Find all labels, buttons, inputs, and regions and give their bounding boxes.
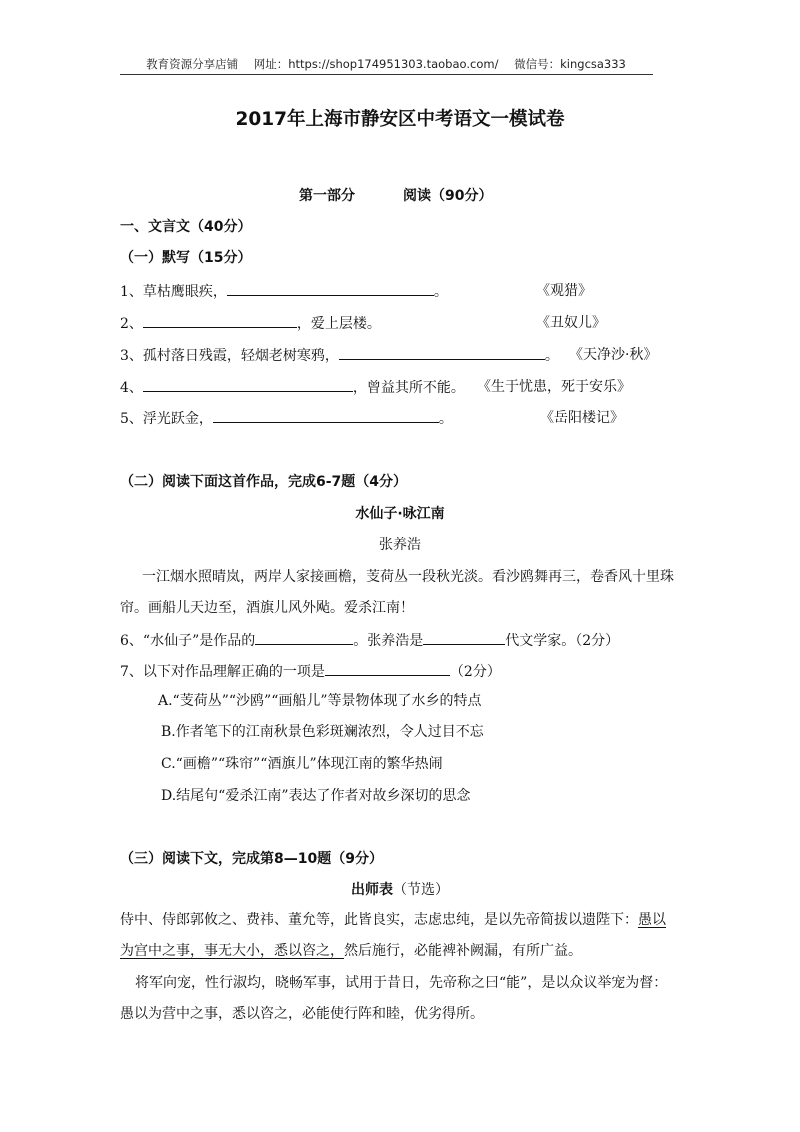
item-number: 3、 <box>120 348 143 364</box>
question-6 <box>120 630 619 651</box>
answer-blank[interactable] <box>423 630 505 645</box>
item-text-before: 浮光跃金， <box>142 411 213 427</box>
question-7 <box>120 661 501 682</box>
text-title-note: （节选） <box>393 882 449 898</box>
item-number: 4、 <box>120 380 143 396</box>
header-divider <box>120 74 653 75</box>
dictation-item-1 <box>120 281 448 302</box>
item-number: 1、 <box>120 284 143 300</box>
item-text-before: 孤村落日残霞，轻烟老树寒鸦， <box>142 348 339 364</box>
option-d: D.结尾句“爱杀江南”表达了作者对故乡深切的思念 <box>161 788 471 804</box>
header-url: 网址：https://shop174951303.taobao.com/ <box>253 57 499 71</box>
paragraph-line <box>120 941 582 961</box>
item-text-after: ，曾益其所不能。 <box>352 380 465 396</box>
subsection-title: （三）阅读下文，完成第8—10题（9分） <box>120 851 383 867</box>
poem-line: 一江烟水照晴岚，两岸人家接画檐，芰荷丛一段秋光淡。看沙鸥舞再三，卷香风十里珠 <box>142 569 674 585</box>
poem-title: 水仙子·咏江南 <box>355 506 445 522</box>
option-c: C.“画檐”“珠帘”“酒旗儿”体现江南的繁华热闹 <box>161 756 443 772</box>
page-title: 2017年上海市静安区中考语文一模试卷 <box>235 109 565 130</box>
subsection-title: （二）阅读下面这首作品，完成6-7题（4分） <box>120 474 408 490</box>
dictation-item-3 <box>120 345 559 366</box>
answer-blank[interactable] <box>227 281 434 296</box>
text-title-main: 出师表 <box>351 882 393 898</box>
question-text: （2分） <box>449 664 501 680</box>
answer-blank[interactable] <box>213 408 439 423</box>
item-number: 5、 <box>120 411 143 427</box>
text-segment: 侍中、侍郎郭攸之、费祎、董允等，此皆良实，志虑忠纯，是以先帝简拔以遗陛下： <box>120 912 638 928</box>
answer-blank[interactable] <box>255 630 353 645</box>
item-number: 2、 <box>120 316 143 332</box>
item-text-after: 。 <box>438 411 453 427</box>
question-text: 6、“水仙子”是作品的 <box>120 633 256 649</box>
question-text: 代文学家。（2分） <box>505 633 620 649</box>
question-text: 。张养浩是 <box>353 633 424 649</box>
part-reading: 阅读（90分） <box>403 188 493 204</box>
section-title: 一、文言文（40分） <box>120 219 252 235</box>
header-shop: 教育资源分享店铺 <box>146 57 239 71</box>
answer-blank[interactable] <box>143 313 297 328</box>
poem-author: 张养浩 <box>379 537 421 553</box>
part-label: 第一部分 <box>299 188 355 204</box>
paragraph-line <box>120 910 666 930</box>
header-wechat: 微信号：kingcsa333 <box>514 57 626 71</box>
paragraph-line: 将军向宠，性行淑均，晓畅军事，试用于昔日，先帝称之曰“能”，是以众议举宠为督： <box>135 975 668 991</box>
answer-blank[interactable] <box>143 377 353 392</box>
item-source: 《观猎》 <box>536 283 592 299</box>
item-source: 《天净沙·秋》 <box>569 347 658 363</box>
answer-blank[interactable] <box>325 661 450 676</box>
option-a: A.“芰荷丛”“沙鸥”“画船儿”等景物体现了水乡的特点 <box>158 693 482 709</box>
item-text-after: 。 <box>544 348 559 364</box>
text-title <box>0 880 800 900</box>
question-text: 7、以下对作品理解正确的一项是 <box>120 664 325 680</box>
page-header <box>120 56 652 74</box>
underlined-segment: 愚以 <box>638 912 666 928</box>
subsection-title: （一）默写（15分） <box>120 250 252 266</box>
item-source: 《岳阳楼记》 <box>540 410 624 426</box>
item-text-after: ，爱上层楼。 <box>296 316 381 332</box>
paragraph-line: 愚以为营中之事，悉以咨之，必能使行阵和睦，优劣得所。 <box>120 1006 484 1022</box>
item-text-before: 草枯鹰眼疾， <box>142 284 227 300</box>
poem-line: 帘。画船儿天边至，酒旗儿风外飐。爱杀江南！ <box>120 600 414 616</box>
item-source: 《生于忧患，死于安乐》 <box>477 379 631 395</box>
text-segment: 然后施行，必能裨补阙漏，有所广益。 <box>344 943 582 959</box>
dictation-item-4 <box>120 377 465 398</box>
dictation-item-5 <box>120 408 453 429</box>
dictation-item-2 <box>120 313 381 334</box>
answer-blank[interactable] <box>339 345 545 360</box>
option-b: B.作者笔下的江南秋景色彩斑斓浓烈，令人过目不忘 <box>161 724 484 740</box>
underlined-segment: 为宫中之事，事无大小，悉以咨之， <box>120 943 344 959</box>
item-text-after: 。 <box>433 284 448 300</box>
item-source: 《丑奴儿》 <box>536 315 606 331</box>
